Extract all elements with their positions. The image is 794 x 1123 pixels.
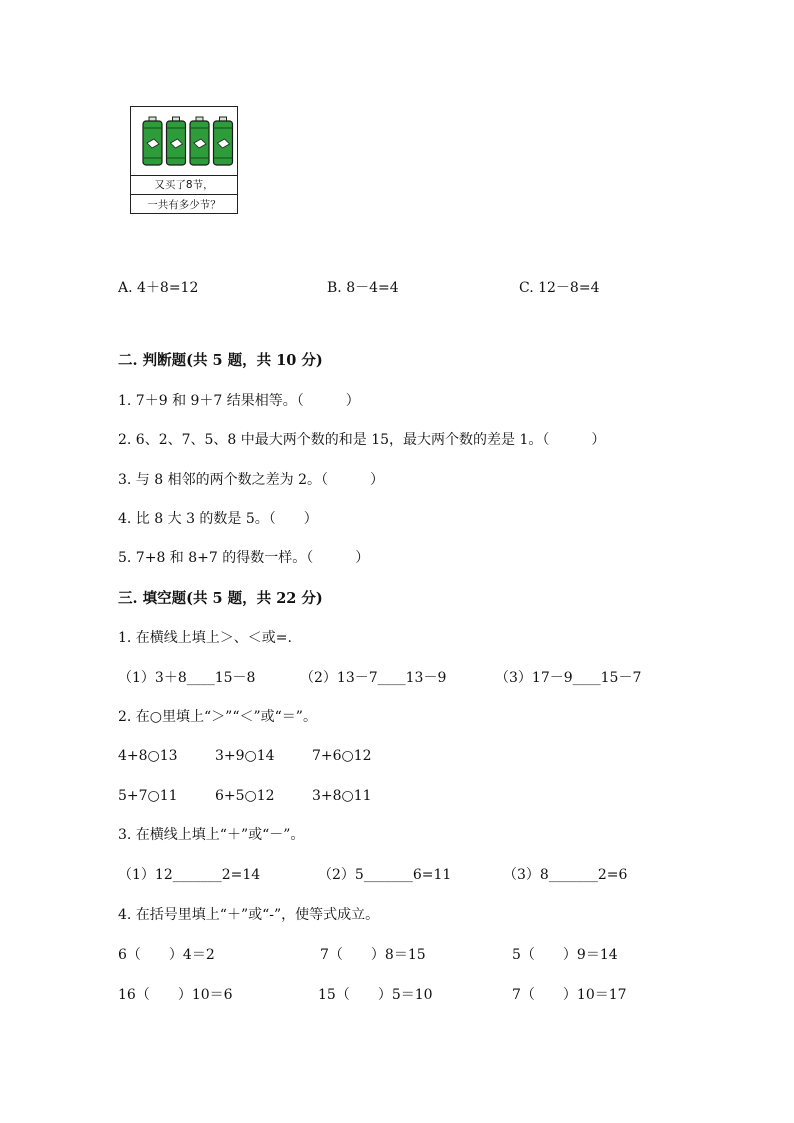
fill-q4-r1-1: 6（ ）4＝2	[118, 947, 215, 963]
fill-q3-part-1: （1）12_______2=14	[118, 867, 261, 883]
fill-q1-part-1: （1）3＋8____15－8	[118, 670, 256, 686]
option-a: A. 4＋8=12	[118, 280, 199, 296]
fill-q4-r2-3: 7（ ）10＝17	[512, 987, 627, 1003]
battery-1	[143, 117, 162, 165]
figure-caption-1: 又买了8节，	[131, 176, 237, 195]
judge-item-2: 2. 6、2、7、5、8 中最大两个数的和是 15，最大两个数的差是 1。（ ）	[118, 432, 606, 448]
judge-item-3: 3. 与 8 相邻的两个数之差为 2。（ ）	[118, 472, 384, 488]
fill-q2-r2-1: 5+7○11	[118, 788, 178, 804]
fill-q3-prompt: 3. 在横线上填上“＋”或“－”。	[118, 827, 305, 843]
fill-q4-r2-1: 16（ ）10＝6	[118, 987, 233, 1003]
fill-q1-prompt: 1. 在横线上填上＞、＜或=.	[118, 630, 292, 646]
battery-illustration	[131, 107, 237, 176]
fill-q4-r1-3: 5（ ）9＝14	[512, 947, 618, 963]
fill-q4-r2-2: 15（ ）5＝10	[318, 987, 433, 1003]
problem-figure	[130, 106, 238, 214]
fill-q2-r1-2: 3+9○14	[215, 748, 275, 764]
battery-3	[190, 117, 209, 165]
fill-q4-r1-2: 7（ ）8＝15	[320, 947, 426, 963]
judge-item-4: 4. 比 8 大 3 的数是 5。（ ）	[118, 511, 318, 527]
fill-q2-r2-3: 3+8○11	[312, 788, 372, 804]
fill-q1-part-2: （2）13－7____13－9	[300, 670, 447, 686]
battery-icon	[131, 107, 237, 175]
section-2-title: 二. 判断题(共 5 题，共 10 分)	[118, 352, 323, 369]
option-b: B. 8－4=4	[327, 280, 399, 296]
fill-q3-part-2: （2）5_______6=11	[318, 867, 452, 883]
section-3-title: 三. 填空题(共 5 题，共 22 分)	[118, 590, 323, 607]
option-c: C. 12－8=4	[519, 280, 600, 296]
judge-item-5: 5. 7+8 和 8+7 的得数一样。（ ）	[118, 550, 370, 566]
fill-q1-part-3: （3）17－9____15－7	[495, 670, 642, 686]
fill-q2-r1-3: 7+6○12	[312, 748, 372, 764]
fill-q3-part-3: （3）8_______2=6	[503, 867, 628, 883]
fill-q2-prompt: 2. 在○里填上“＞”“＜”或“＝”。	[118, 709, 317, 725]
figure-caption-2: 一共有多少节？	[147, 199, 221, 211]
fill-q4-prompt: 4. 在括号里填上“＋”或“-”，使等式成立。	[118, 907, 380, 923]
battery-2	[167, 117, 186, 165]
fill-q2-r1-1: 4+8○13	[118, 748, 178, 764]
fill-q2-r2-2: 6+5○12	[215, 788, 275, 804]
battery-4	[214, 117, 233, 165]
judge-item-1: 1. 7＋9 和 9＋7 结果相等。（ ）	[118, 393, 360, 409]
